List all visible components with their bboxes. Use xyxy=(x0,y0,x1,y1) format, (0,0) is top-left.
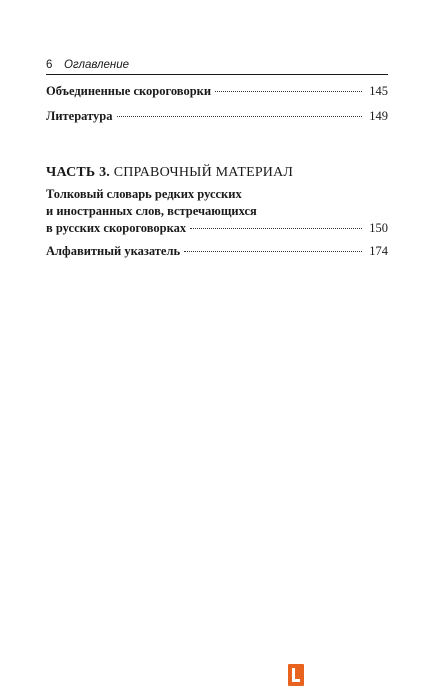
toc-entry-alphabetical-index xyxy=(46,243,388,260)
toc-entry-title: Объединенные скороговорки xyxy=(46,84,212,98)
part-title: СПРАВОЧНЫЙ МАТЕРИАЛ xyxy=(113,165,294,180)
toc-entry-title-line: в русских скороговорках xyxy=(46,221,187,235)
dot-leader xyxy=(117,116,362,117)
page-number: 6 xyxy=(46,59,53,71)
toc-entry-title: Алфавитный указатель xyxy=(46,244,181,258)
toc-entry-page: 149 xyxy=(369,109,388,123)
part-heading xyxy=(46,164,293,181)
toc-entry-title-line: и иностранных слов, встречающихся xyxy=(46,204,257,218)
toc-entry-title-line: Толковый словарь редких русских xyxy=(46,187,242,201)
toc-entry-page: 150 xyxy=(369,221,388,235)
part-number: ЧАСТЬ 3. xyxy=(46,165,110,180)
toc-entry-title: Литература xyxy=(46,109,113,123)
section-title: Оглавление xyxy=(64,59,129,71)
labirint-logo-icon xyxy=(288,664,304,686)
toc-entry-dictionary xyxy=(46,186,388,237)
dot-leader xyxy=(215,91,362,92)
toc-entry-literature xyxy=(46,108,388,125)
toc-entry-page: 174 xyxy=(369,244,388,258)
toc-entry-page: 145 xyxy=(369,84,388,98)
dot-leader xyxy=(190,228,362,229)
toc-entry-merged-tongue-twisters xyxy=(46,83,388,100)
header-rule xyxy=(46,74,388,75)
dot-leader xyxy=(184,251,362,252)
running-head xyxy=(46,58,129,72)
